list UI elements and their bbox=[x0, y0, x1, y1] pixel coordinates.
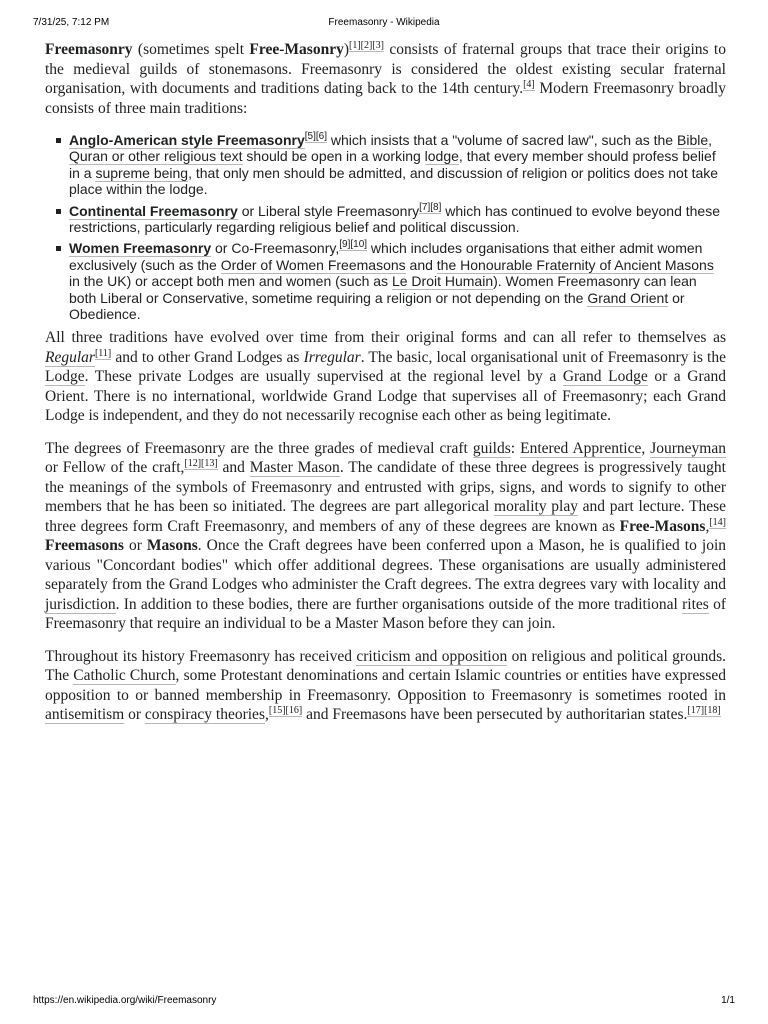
link-guilds[interactable]: guilds bbox=[472, 439, 511, 457]
link-anglo-american[interactable]: Anglo-American style Freemasonry bbox=[69, 132, 305, 148]
link-criticism-opposition[interactable]: criticism and opposition bbox=[356, 647, 508, 665]
link-continental[interactable]: Continental Freemasonry bbox=[69, 202, 238, 219]
traditions-list bbox=[45, 132, 726, 322]
link-women-freemasonry[interactable]: Women Freemasonry bbox=[69, 240, 212, 257]
citation-14[interactable]: [14] bbox=[709, 516, 726, 528]
citation-4[interactable]: [4] bbox=[523, 79, 535, 90]
link-jurisdiction[interactable]: jurisdiction bbox=[45, 595, 116, 613]
link-le-droit-humain[interactable]: Le Droit Humain bbox=[391, 273, 494, 290]
print-header bbox=[33, 17, 735, 31]
print-page-title: Freemasonry - Wikipedia bbox=[328, 17, 440, 28]
link-grand-orient[interactable]: Grand Orient bbox=[587, 289, 669, 306]
citation-7-8[interactable]: [7][8] bbox=[419, 201, 442, 213]
link-antisemitism[interactable]: antisemitism bbox=[45, 706, 125, 724]
traditions-paragraph: All three traditions have evolved over time from their original forms and can all refer to themselves as Regular[11] and to other Grand Lodges as Irregular. The basic, local organisational unit of Freemasonry is the Lodge. These private Lodges are usually supervised at the regional level by a Grand Lodge or a Grand Orient. There is no international, worldwide Grand Lodge that supervises all of Freemasonry; each Grand Lodge is independent, and they do not necessarily recognise each other as being legitimate. bbox=[45, 329, 726, 425]
list-item: Women Freemasonry or Co-Freemasonry,[9][10] which includes organisations that either admit women exclusively (such as the Order of Women Freemasons and the Honourable Fraternity of Ancient Masons in the UK) or accept both men and women (such as Le Droit Humain). Women Freemasonry can lean both Liberal or Conservative, sometime requiring a religion or not depending on the Grand Orient or Obedience. bbox=[69, 240, 726, 322]
link-rites[interactable]: rites bbox=[682, 595, 709, 613]
link-catholic-church[interactable]: Catholic Church bbox=[73, 667, 176, 685]
link-morality-play[interactable]: morality play bbox=[494, 498, 578, 516]
print-url: https://en.wikipedia.org/wiki/Freemasonry bbox=[33, 995, 217, 1006]
link-supreme-being[interactable]: supreme being bbox=[95, 164, 189, 181]
term-free-masons: Free-Masons bbox=[619, 517, 706, 535]
list-item: Continental Freemasonry or Liberal style Freemasonry[7][8] which has continued to evolve beyond these restrictions, particularly regarding religious belief and political discussion. bbox=[69, 203, 726, 236]
citation-12-13[interactable]: [12][13] bbox=[184, 458, 218, 470]
opposition-paragraph: Throughout its history Freemasonry has received criticism and opposition on religious and political grounds. The Catholic Church, some Protestant denominations and certain Islamic countries or entities have expressed opposition to or banned membership in Freemasonry. Opposition to Freemasonry is sometimes rooted in antisemitism or conspiracy theories,[15][16] and Freemasons have been persecuted by authoritarian states.[17][18] bbox=[45, 647, 726, 724]
article-body bbox=[45, 40, 726, 725]
intro-paragraph: Freemasonry (sometimes spelt Free-Masonry)[1][2][3] consists of fraternal groups that trace their origins to the medieval guilds of stonemasons. Freemasonry is considered the oldest existing secular fraternal organisation, with documents and traditions dating back to the 14th century.[4] Modern Freemasonry broadly consists of three main traditions: bbox=[45, 40, 726, 117]
term-free-masonry: Free-Masonry bbox=[249, 41, 344, 58]
term-freemasons: Freemasons bbox=[45, 537, 124, 555]
link-lodge-small[interactable]: lodge bbox=[424, 148, 459, 165]
citation-17-18[interactable]: [17][18] bbox=[687, 705, 721, 717]
link-regular[interactable]: Regular bbox=[45, 348, 95, 366]
term-freemasonry: Freemasonry bbox=[45, 41, 133, 58]
print-page-number: 1/1 bbox=[721, 995, 735, 1006]
link-lodge[interactable]: Lodge bbox=[45, 368, 85, 386]
print-datetime: 7/31/25, 7:12 PM bbox=[33, 17, 110, 28]
link-master-mason[interactable]: Master Mason bbox=[249, 459, 340, 477]
print-footer bbox=[33, 995, 735, 1009]
link-grand-lodge[interactable]: Grand Lodge bbox=[562, 368, 648, 386]
link-journeyman[interactable]: Journeyman bbox=[650, 439, 726, 457]
citation-15-16[interactable]: [15][16] bbox=[268, 705, 303, 717]
citation-9-10[interactable]: [9][10] bbox=[339, 239, 368, 251]
link-conspiracy-theories[interactable]: conspiracy theories bbox=[144, 706, 265, 724]
term-masons: Masons bbox=[146, 537, 198, 555]
link-honourable-fraternity[interactable]: the Honourable Fraternity of Ancient Masons bbox=[436, 256, 714, 273]
list-item: Anglo-American style Freemasonry[5][6] which insists that a "volume of sacred law", such as the Bible, Quran or other religious text should be open in a working lodge, that every member should profess belief in a supreme being, that only men should be admitted, and discussion of religion or politics does not take place within the lodge. bbox=[69, 132, 726, 198]
degrees-paragraph: The degrees of Freemasonry are the three grades of medieval craft guilds: Entered Apprentice, Journeyman or Fellow of the craft,[12][13] and Master Mason. The candidate of these three degrees is progressively taught the meanings of the symbols of Freemasonry and entrusted with grips, signs, and words to signify to other members that he has been so initiated. The degrees are part allegorical morality play and part lecture. These three degrees form Craft Freemasonry, and members of any of these degrees are known as Free-Masons,[14] Freemasons or Masons. Once the Craft degrees have been conferred upon a Mason, he is qualified to join various "Concordant bodies" which offer additional degrees. These organisations are usually administered separately from the Grand Lodges who administer the Craft degrees. The extra degrees vary with locality and jurisdiction. In addition to these bodies, there are further organisations outside of the more traditional rites of Freemasonry that require an individual to be a Master Mason before they can join. bbox=[45, 439, 726, 633]
link-religious-text[interactable]: Quran or other religious text bbox=[69, 148, 243, 165]
citation-1-3[interactable]: [1][2][3] bbox=[349, 40, 384, 51]
link-bible[interactable]: Bible bbox=[677, 132, 709, 148]
link-entered-apprentice[interactable]: Entered Apprentice bbox=[520, 439, 642, 457]
citation-5-6[interactable]: [5][6] bbox=[304, 131, 327, 142]
citation-11[interactable]: [11] bbox=[94, 347, 112, 359]
term-irregular: Irregular bbox=[303, 348, 361, 366]
link-order-women-freemasons[interactable]: Order of Women Freemasons bbox=[220, 256, 406, 273]
